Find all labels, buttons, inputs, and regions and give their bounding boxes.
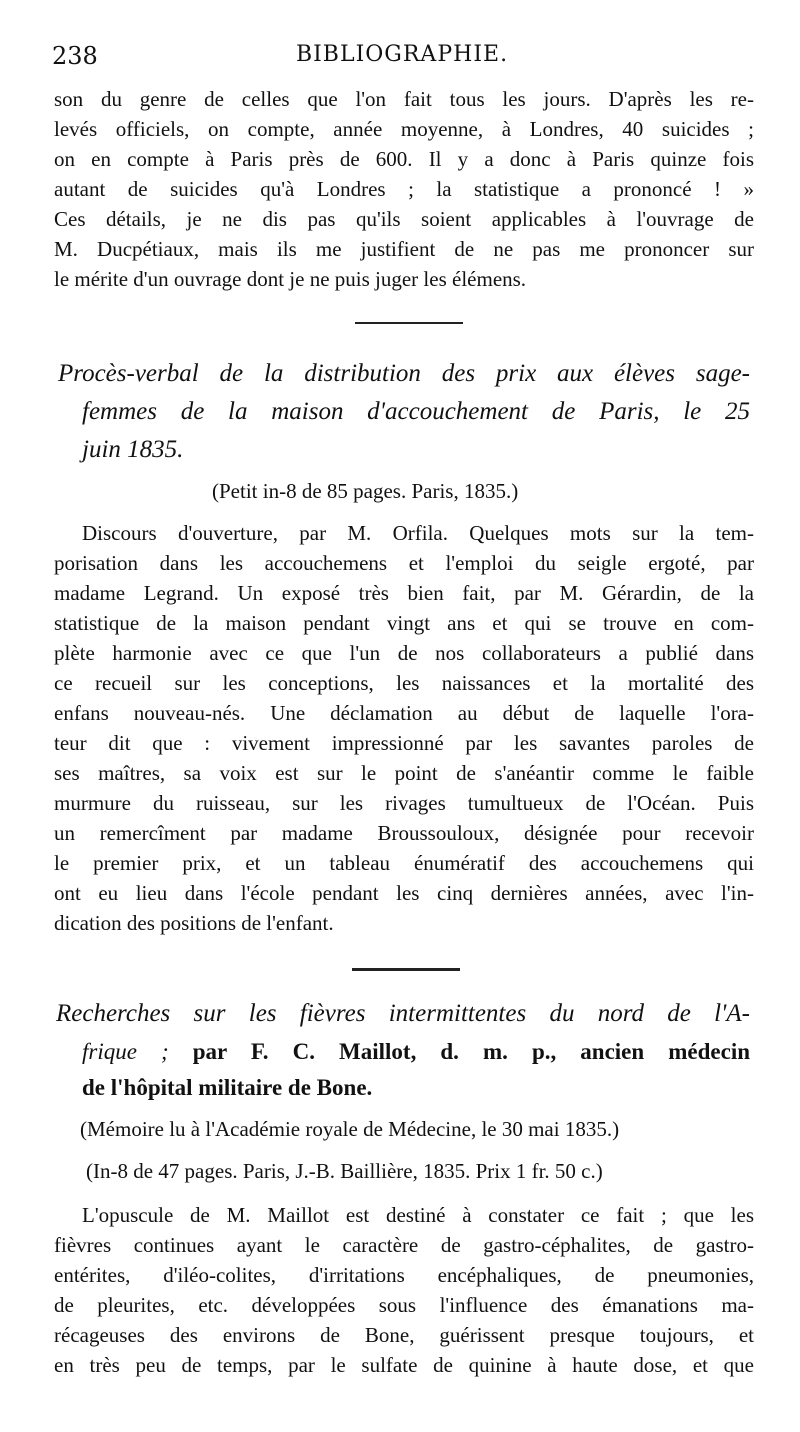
page-number: 238: [52, 42, 98, 70]
section-divider: [352, 968, 460, 971]
paragraph-line: madame Legrand. Un exposé très bien fait, par M. Gérardin, de la: [54, 581, 754, 605]
running-head: BIBLIOGRAPHIE.: [295, 42, 509, 67]
paragraph-line: récageuses des environs de Bone, guérissent presque toujours, et: [54, 1323, 754, 1347]
paragraph-line: plète harmonie avec ce que l'un de nos collaborateurs a publié dans: [54, 641, 754, 665]
paragraph-line: statistique de la maison pendant vingt ans et qui se trouve en com-: [54, 611, 754, 635]
entry-title-line: juin 1835.: [82, 436, 184, 463]
paragraph-line: levés officiels, on compte, année moyenne, à Londres, 40 suicides ;: [54, 117, 754, 141]
paragraph-line: Ces détails, je ne dis pas qu'ils soient applicables à l'ouvrage de: [54, 207, 754, 231]
paragraph-line: enfans nouveau-nés. Une déclamation au début de laquelle l'ora-: [54, 701, 754, 725]
entry-title-line: de l'hôpital militaire de Bone.: [82, 1075, 373, 1100]
paragraph-line: fièvres continues ayant le caractère de gastro-céphalites, de gastro-: [54, 1233, 754, 1257]
page-header: [52, 38, 752, 78]
paragraph-line: le premier prix, et un tableau énumératif des accouchemens qui: [54, 851, 754, 875]
paragraph-line: porisation dans les accouchemens et l'emploi du seigle ergoté, par: [54, 551, 754, 575]
paragraph-line: Discours d'ouverture, par M. Orfila. Quelques mots sur la tem-: [82, 521, 754, 545]
paragraph-line: murmure du ruisseau, sur les rivages tumultueux de l'Océan. Puis: [54, 791, 754, 815]
bibliographic-note: (In-8 de 47 pages. Paris, J.-B. Baillière, 1835. Prix 1 fr. 50 c.): [86, 1159, 603, 1183]
paragraph-line: on en compte à Paris près de 600. Il y a donc à Paris quinze fois: [54, 147, 754, 171]
paragraph-line: le mérite d'un ouvrage dont je ne puis juger les élémens.: [54, 267, 527, 291]
paragraph-line: ses maîtres, sa voix est sur le point de s'anéantir comme le faible: [54, 761, 754, 785]
paragraph-line: un remercîment par madame Broussouloux, désignée pour recevoir: [54, 821, 754, 845]
paragraph-line: dication des positions de l'enfant.: [54, 911, 334, 935]
paragraph-line: teur dit que : vivement impressionné par les savantes paroles de: [54, 731, 754, 755]
title-italic-part: frique ;: [82, 1039, 169, 1064]
section-divider: [355, 322, 463, 324]
paragraph-line: entérites, d'iléo-colites, d'irritations encéphaliques, de pneumonies,: [54, 1263, 754, 1287]
title-author-part: par F. C. Maillot, d. m. p., ancien médecin: [168, 1039, 751, 1064]
paragraph-line: ce recueil sur les conceptions, les naissances et la mortalité des: [54, 671, 754, 695]
entry-title-line: Recherches sur les fièvres intermittentes du nord de l'A-: [56, 1000, 750, 1027]
paragraph-line: L'opuscule de M. Maillot est destiné à constater ce fait ; que les: [82, 1203, 754, 1227]
paragraph-line: en très peu de temps, par le sulfate de quinine à haute dose, et que: [54, 1353, 754, 1377]
paragraph-line: ont eu lieu dans l'école pendant les cinq dernières années, avec l'in-: [54, 881, 754, 905]
entry-title-line: Procès-verbal de la distribution des prix aux élèves sage-: [58, 360, 750, 387]
paragraph-line: son du genre de celles que l'on fait tous les jours. D'après les re-: [54, 87, 754, 111]
paragraph-line: autant de suicides qu'à Londres ; la statistique a prononcé ! »: [54, 177, 754, 201]
bibliographic-note: (Petit in-8 de 85 pages. Paris, 1835.): [212, 479, 519, 503]
entry-title-line: [82, 1034, 750, 1070]
bibliographic-note: (Mémoire lu à l'Académie royale de Médecine, le 30 mai 1835.): [80, 1117, 620, 1141]
entry-title-line: femmes de la maison d'accouchement de Paris, le 25: [82, 398, 750, 425]
paragraph-line: de pleurites, etc. développées sous l'influence des émanations ma-: [54, 1293, 754, 1317]
paragraph-line: M. Ducpétiaux, mais ils me justifient de ne pas me prononcer sur: [54, 237, 754, 261]
